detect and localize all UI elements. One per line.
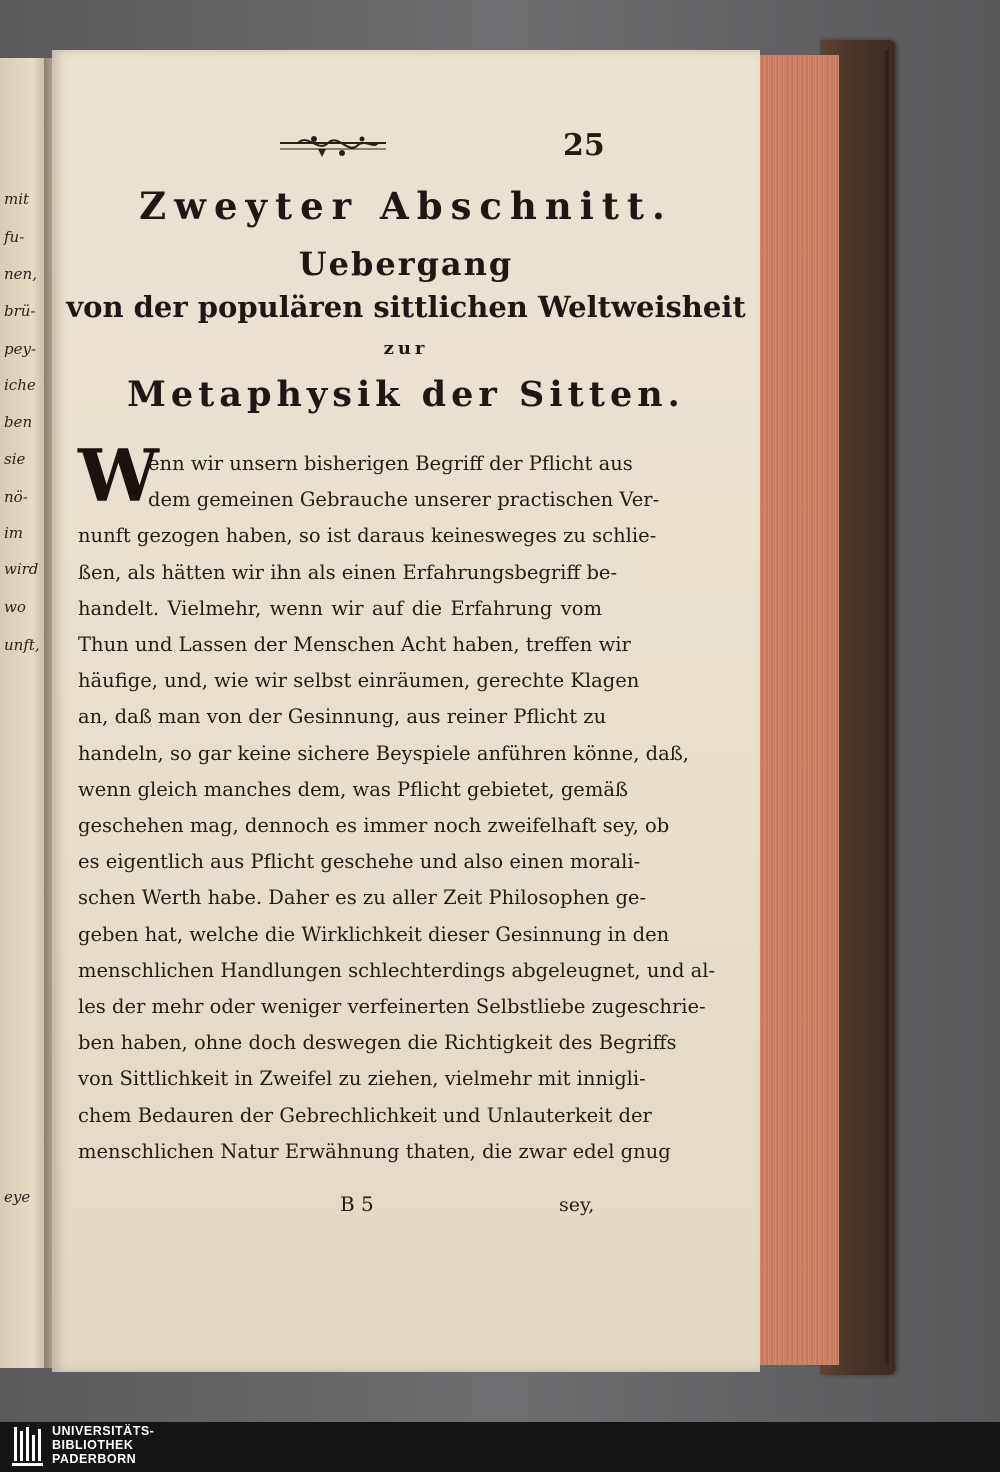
text-line: enn wir unsern bisherigen Begriff der Pflicht aus <box>148 452 633 475</box>
text-line: Thun und Lassen der Menschen Acht haben, treffen wir <box>78 633 631 656</box>
left-page-word: unft, <box>4 636 40 654</box>
left-page-word: brü- <box>4 302 36 320</box>
text-line: schen Werth habe. Daher es zu aller Zeit Philosophen ge- <box>78 886 647 910</box>
text-line: geben hat, welche die Wirklichkeit dieser Gesinnung in den <box>78 922 670 946</box>
text-line: ßen, als hätten wir ihn als einen Erfahrungsbegriff be- <box>78 560 618 584</box>
page-edges <box>757 55 839 1365</box>
text-line: handeln, so gar keine sichere Beyspiele anführen könne, daß, <box>78 741 689 765</box>
left-page-word: iche <box>4 376 36 394</box>
drop-cap: W <box>78 433 159 518</box>
left-page-fragment <box>0 58 46 1368</box>
left-page-word: sie <box>4 450 26 468</box>
text-line: chem Bedauren der Gebrechlichkeit und Unlauterkeit der <box>78 1103 652 1127</box>
section-heading: Zweyter Abschnitt. <box>139 184 673 228</box>
left-page-word: pey- <box>4 340 37 358</box>
catchword: sey, <box>559 1194 595 1216</box>
subheading-from: von der populären sittlichen Weltweisheit <box>66 290 746 324</box>
library-name-line: UNIVERSITÄTS- <box>52 1424 155 1438</box>
library-name-line: BIBLIOTHEK <box>52 1438 134 1452</box>
left-page-word: wird <box>4 560 39 578</box>
text-line: nunft gezogen haben, so ist daraus keinesweges zu schlie- <box>78 524 657 548</box>
left-page-word: ben <box>4 413 33 431</box>
subheading-transition: Uebergang <box>298 245 514 283</box>
library-logo-icon <box>12 1425 44 1469</box>
text-line: les der mehr oder weniger verfeinerten Selbstliebe zugeschrie- <box>78 995 706 1018</box>
text-line: es eigentlich aus Pflicht geschehe und also einen morali- <box>78 850 641 874</box>
text-line: häufige, und, wie wir selbst einräumen, gerechte Klagen <box>78 669 640 693</box>
ornament-vignette-icon <box>278 133 388 161</box>
library-name-line: PADERBORN <box>52 1452 137 1466</box>
signature-mark: B 5 <box>340 1192 374 1216</box>
text-line: dem gemeinen Gebrauche unserer practischen Ver- <box>148 488 660 512</box>
text-line: menschlichen Natur Erwähnung thaten, die zwar edel gnug <box>78 1139 671 1163</box>
left-page-word: nö- <box>4 488 28 506</box>
library-name <box>52 1424 154 1466</box>
left-page-word: fu- <box>4 228 25 246</box>
left-page-word: eye <box>4 1188 31 1206</box>
subheading-metaphysics: Metaphysik der Sitten. <box>127 374 685 415</box>
left-page-word: wo <box>4 598 26 616</box>
text-line: ben haben, ohne doch deswegen die Richtigkeit des Begriffs <box>78 1031 677 1055</box>
subheading-to: zur <box>383 338 429 359</box>
text-line: an, daß man von der Gesinnung, aus reiner Pflicht zu <box>78 705 607 729</box>
text-line: geschehen mag, dennoch es immer noch zweifelhaft sey, ob <box>78 814 670 837</box>
left-page-word: im <box>4 524 24 542</box>
left-page-word: nen, <box>4 265 37 283</box>
text-line: menschlichen Handlungen schlechterdings abgeleugnet, und al- <box>78 958 716 982</box>
text-line: handelt. Vielmehr, wenn wir auf die Erfahrung vom <box>78 596 602 620</box>
page-number: 25 <box>563 128 605 163</box>
text-line: wenn gleich manches dem, was Pflicht gebietet, gemäß <box>78 777 628 801</box>
left-page-word: mit <box>4 190 30 208</box>
text-line: von Sittlichkeit in Zweifel zu ziehen, vielmehr mit innigli- <box>78 1067 646 1091</box>
